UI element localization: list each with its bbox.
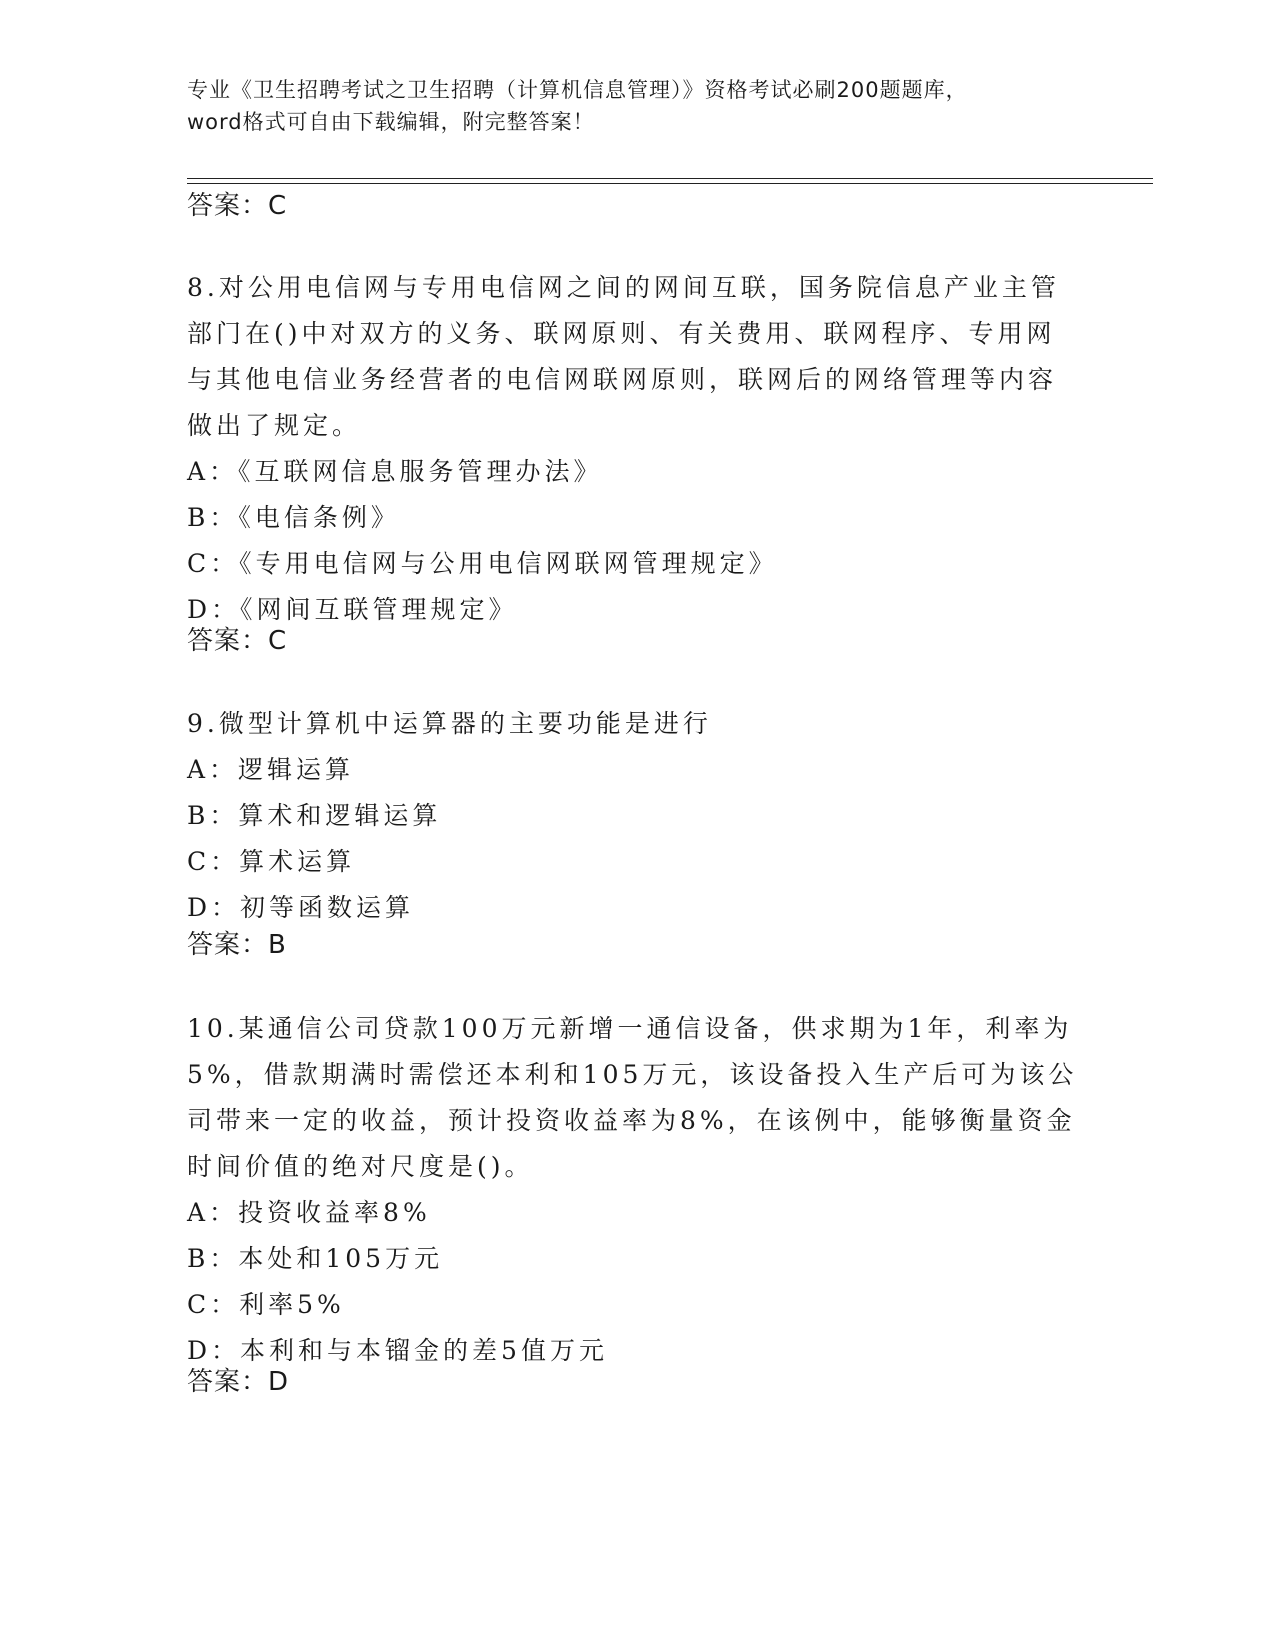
option-a: A：投资收益率8% [187, 1198, 431, 1227]
question-10 [187, 1006, 1078, 1374]
option-b: B：本处和105万元 [187, 1244, 444, 1273]
document-header [187, 74, 1067, 138]
option-c: C：算术运算 [187, 847, 356, 876]
question-stem-line: 时间价值的绝对尺度是()。 [187, 1152, 534, 1181]
question-stem-line: 与其他电信业务经营者的电信网联网原则，联网后的网络管理等内容 [187, 365, 1058, 394]
option-c: C：利率5% [187, 1290, 345, 1319]
header-line-2: word格式可自由下载编辑，附完整答案！ [187, 110, 595, 134]
answer-line: 答案：C [187, 191, 288, 221]
option-a: A：逻辑运算 [187, 755, 355, 784]
answer-line: 答案：D [187, 1367, 290, 1397]
header-line-1: 专业《卫生招聘考试之卫生招聘（计算机信息管理）》资格考试必刷200题题库， [187, 78, 968, 102]
header-divider-top [187, 178, 1153, 179]
option-d: D：《网间互联管理规定》 [187, 595, 518, 624]
option-d: D：初等函数运算 [187, 893, 415, 922]
question-stem-line: 10.某通信公司贷款100万元新增一通信设备，供求期为1年，利率为 [187, 1014, 1073, 1043]
header-divider-bottom [187, 183, 1153, 184]
question-stem-line: 部门在()中对双方的义务、联网原则、有关费用、联网程序、专用网 [187, 319, 1056, 348]
answer-line: 答案：B [187, 930, 287, 960]
option-a: A：《互联网信息服务管理办法》 [187, 457, 603, 486]
answer-line: 答案：C [187, 626, 288, 656]
question-stem-line: 8.对公用电信网与专用电信网之间的网间互联，国务院信息产业主管 [187, 273, 1060, 302]
option-b: B：《电信条例》 [187, 503, 400, 532]
option-c: C：《专用电信网与公用电信网联网管理规定》 [187, 549, 778, 578]
option-d: D：本利和与本镏金的差5值万元 [187, 1336, 608, 1365]
question-8 [187, 265, 1067, 633]
question-stem-line: 司带来一定的收益，预计投资收益率为8%，在该例中，能够衡量资金 [187, 1106, 1076, 1135]
question-9 [187, 701, 1067, 931]
question-stem-line: 做出了规定。 [187, 411, 362, 440]
option-b: B：算术和逻辑运算 [187, 801, 442, 830]
question-stem-line: 5%，借款期满时需偿还本利和105万元，该设备投入生产后可为该公 [187, 1060, 1078, 1089]
question-stem-line: 9.微型计算机中运算器的主要功能是进行 [187, 709, 712, 738]
